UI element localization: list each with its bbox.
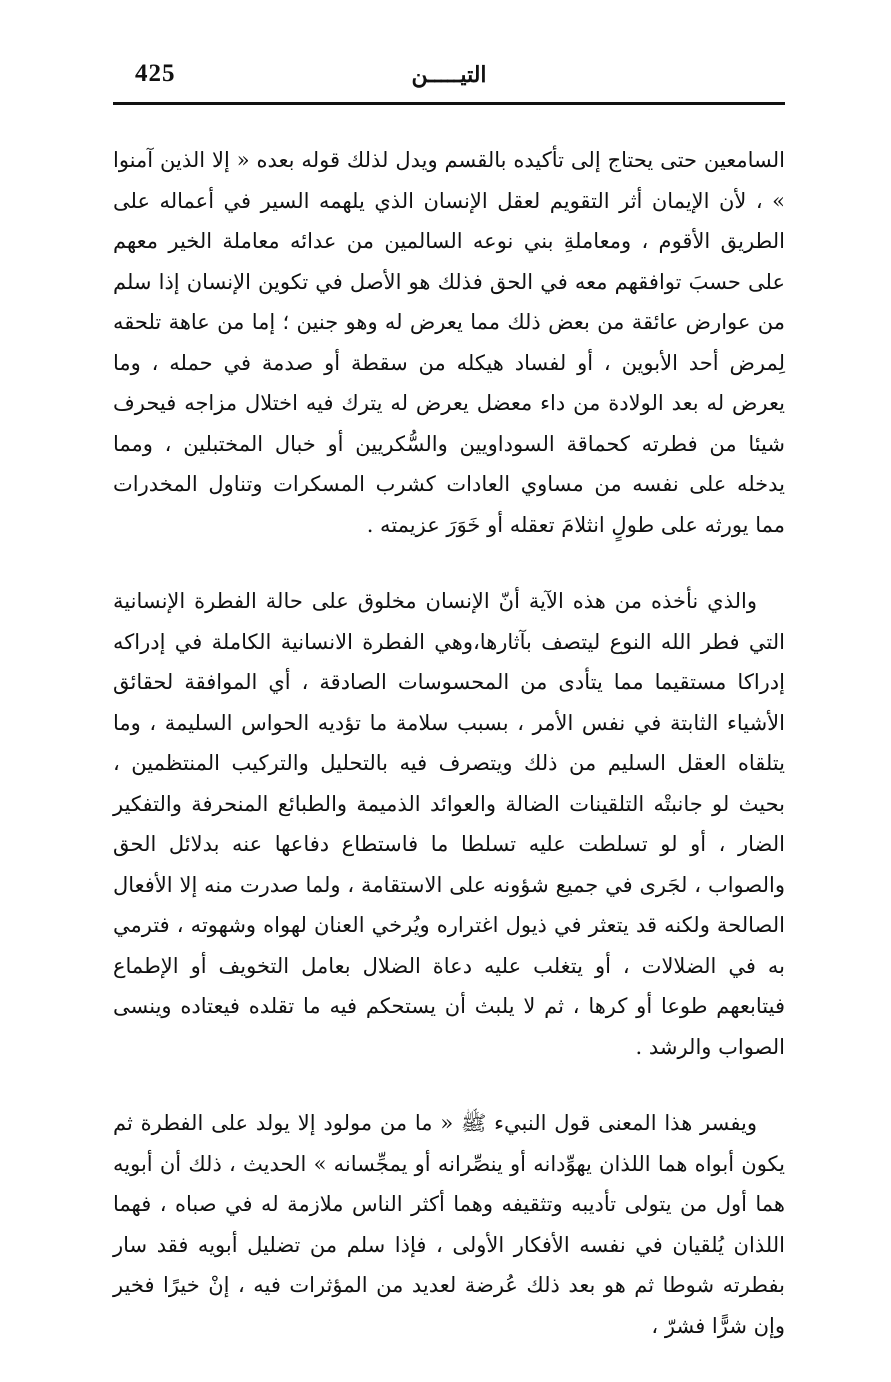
- paragraph-1: السامعين حتى يحتاج إلى تأكيده بالقسم ويدل لذلك قوله بعده « إلا الذين آمنوا » ، لأن الإيمان أثر التقويم لعقل الإنسان الذي يلهمه السير في أعماله على الطريق الأقوم ، ومعاملةِ بني نوعه السالمين من عدائه معاملة الخير معهم على حسبَ توافقهم معه في الحق فذلك هو الأصل في تكوين الإنسان إذا سلم من عوارض عائقة من بعض ذلك مما يعرض له وهو جنين ؛ إما من عاهة تلحقه لِمرض أحد الأبوين ، أو لفساد هيكله من سقطة أو صدمة في حمله ، وما يعرض له بعد الولادة من داء معضل يعرض له يترك فيه اختلال مزاجه فيحرف شيئا من فطرته كحماقة السوداويين والسُّكريين أو خبال المختبلين ، ومما يدخله على نفسه من مساوي العادات كشرب المسكرات وتناول المخدرات مما يورثه على طولٍ انثلامَ تعقله أو خَوَرَ عزيمته .: [113, 148, 785, 537]
- running-title: التيـــــن: [411, 62, 487, 88]
- paragraph-2: والذي نأخذه من هذه الآية أنّ الإنسان مخلوق على حالة الفطرة الإنسانية التي فطر الله النوع ليتصف بآثارها،وهي الفطرة الانسانية الكاملة في إدراكه إدراكا مستقيما مما يتأدى من المحسوسات الصادقة ، أي الموافقة لحقائق الأشياء الثابتة في نفس الأمر ، بسبب سلامة ما تؤديه الحواس السليمة ، وما يتلقاه العقل السليم من ذلك ويتصرف فيه بالتحليل والتركيب المنتظمين ، بحيث لو جانبتْه التلقينات الضالة والعوائد الذميمة والطبائع المنحرفة والتفكير الضار ، أو لو تسلطت عليه تسلطا ما فاستطاع دفاعها عنه بدلائل الحق والصواب ، لجَرى في جميع شؤونه على الاستقامة ، ولما صدرت منه إلا الأفعال الصالحة ولكنه قد يتعثر في ذيول اغتراره ويُرخي العنان لهواه وشهوته ، فترمي به في الضلالات ، أو يتغلب عليه دعاة الضلال بعامل التخويف أو الإطماع فيتابعهم طوعا أو كرها ، ثم لا يلبث أن يستحكم فيه ما تقلده فيعتاده وينسى الصواب والرشد .: [113, 589, 785, 1059]
- paragraph-3: ويفسر هذا المعنى قول النبيء ﷺ « ما من مولود إلا يولد على الفطرة ثم يكون أبواه هما اللذان يهوِّدانه أو ينصِّرانه أو يمجِّسانه » الحديث ، ذلك أن أبويه هما أول من يتولى تأديبه وتثقيفه وهما أكثر الناس ملازمة له في صباه ، فهما اللذان يُلقيان في نفسه الأفكار الأولى ، فإذا سلم من تضليل أبويه فقد سار بفطرته شوطا ثم هو بعد ذلك عُرضة لعديد من المؤثرات فيه ، إنْ خيرًا فخير وإن شرًّا فشرّ ،: [113, 1111, 785, 1338]
- page-header: [113, 60, 785, 98]
- header-rule: [113, 102, 785, 105]
- page-number: 425: [135, 60, 176, 87]
- page-body: [113, 140, 785, 1382]
